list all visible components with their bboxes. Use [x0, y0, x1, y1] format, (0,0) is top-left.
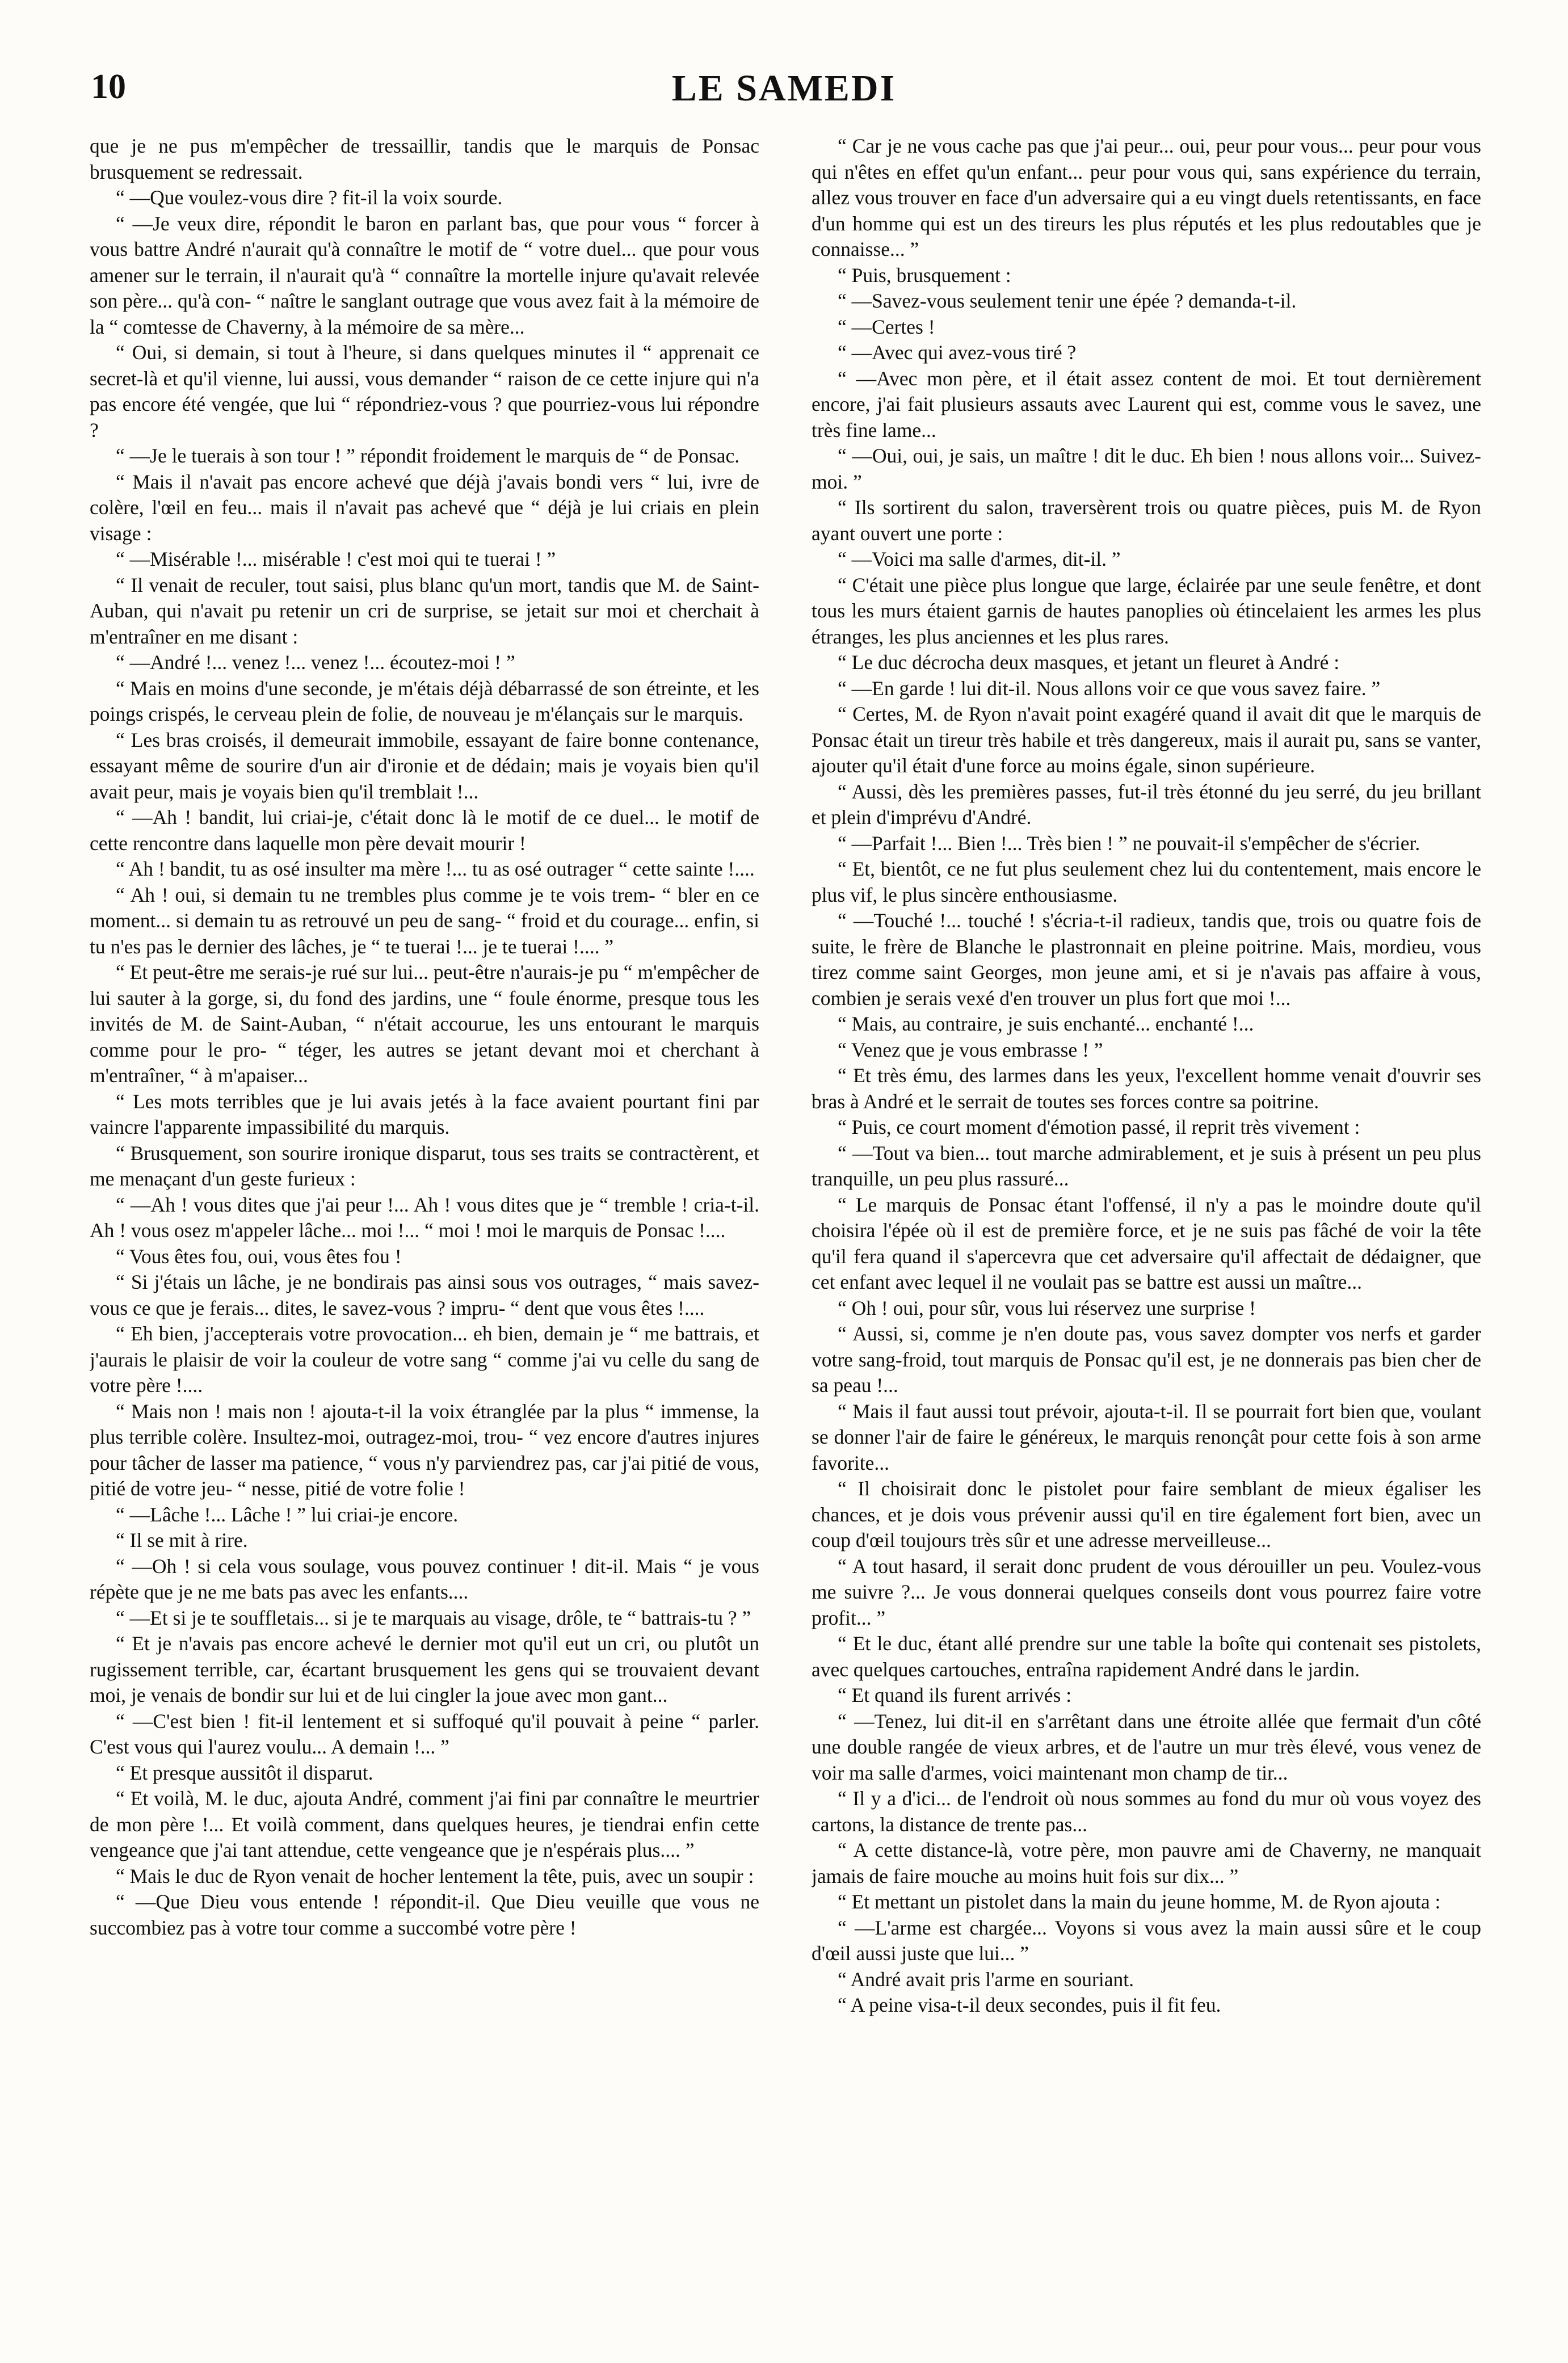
- paragraph: “ André avait pris l'arme en souriant.: [838, 1967, 1134, 1991]
- paragraph: “ —Avec mon père, et il était assez content de moi. Et tout dernièrement encore, j'ai fait plusieurs assauts avec Laurent qui est, comme vous le savez, une très fine lame...: [812, 367, 1481, 442]
- paragraph: “ Vous êtes fou, oui, vous êtes fou !: [116, 1244, 402, 1268]
- paragraph: “ Mais il faut aussi tout prévoir, ajouta-t-il. Il se pourrait fort bien que, voulant se donner l'air de faire le généreux, le marquis renonçât pour cette fois à son arme favorite...: [812, 1399, 1481, 1474]
- paragraph: “ Eh bien, j'accepterais votre provocation... eh bien, demain je “ me battrais, et j'aurais le plaisir de voir la couleur de votre sang “ comme j'ai vu celle du sang de votre père !....: [90, 1322, 759, 1397]
- paragraph: “ Il se mit à rire.: [116, 1529, 248, 1551]
- paragraph: “ A peine visa-t-il deux secondes, puis il fit feu.: [838, 1994, 1221, 2016]
- paragraph: “ Oui, si demain, si tout à l'heure, si dans quelques minutes il “ apprenait ce secret-là et qu'il vienne, lui aussi, vous demander “ raison de ce cette injure qui n'a pas encore été vengée, que lui “ répondriez-vous ? que pourriez-vous lui répondre ?: [90, 341, 759, 442]
- paragraph: “ Et le duc, étant allé prendre sur une table la boîte qui contenait ses pistolets, avec quelques cartouches, entraîna rapidement André dans le jardin.: [812, 1632, 1481, 1681]
- paragraph: “ —L'arme est chargée... Voyons si vous avez la main aussi sûre et le coup d'œil aussi juste que lui... ”: [812, 1916, 1481, 1965]
- paragraph: “ Et, bientôt, ce ne fut plus seulement chez lui du contentement, mais encore le plus vif, le plus sincère enthousiasme.: [812, 857, 1481, 906]
- paragraph: “ —André !... venez !... venez !... écoutez-moi ! ”: [116, 651, 515, 674]
- paragraph: “ Et voilà, M. le duc, ajouta André, comment j'ai fini par connaître le meurtrier de mon père !... Et voilà comment, dans quelques heures, je tiendrai enfin cette vengeance que j'ai tant attendue, cette vengeance que je n'espérais plus.... ”: [90, 1787, 759, 1861]
- paragraph: “ Ah ! oui, si demain tu ne trembles plus comme je te vois trem- “ bler en ce moment... si demain tu as retrouvé un peu de sang- “ froid et du courage... enfin, si tu n'es pas le dernier des lâches, je “ te tuerai !... je te tuerai !.... ”: [90, 883, 759, 958]
- paragraph: “ Il choisirait donc le pistolet pour faire semblant de mieux égaliser les chances, et je dois vous prévenir aussi qu'il en tire également fort bien, avec un coup d'œil toujours très sûr et une adresse merveilleuse...: [812, 1477, 1481, 1551]
- paragraph: “ Mais non ! mais non ! ajouta-t-il la voix étranglée par la plus “ immense, la plus terrible colère. Insultez-moi, outragez-moi, trou- “ vez encore d'autres injures pour tâcher de lasser ma patience, “ vous n'y parviendrez pas, car j'ai pitié de vous, pitié de votre jeu- “ nesse, pitié de votre folie !: [90, 1399, 759, 1500]
- left-column: [90, 133, 759, 2335]
- paragraph: “ Et quand ils furent arrivés :: [838, 1684, 1072, 1706]
- paragraph: “ —Oui, oui, je sais, un maître ! dit le duc. Eh bien ! nous allons voir... Suivez-moi. ”: [812, 444, 1481, 493]
- paragraph: “ —Savez-vous seulement tenir une épée ? demanda-t-il.: [838, 289, 1297, 312]
- paragraph: “ Il venait de reculer, tout saisi, plus blanc qu'un mort, tandis que M. de Saint-Auban, qui n'avait pu retenir un cri de surprise, se jetait sur moi et cherchait à m'entraîner en me disant :: [90, 573, 759, 648]
- paragraph: “ Aussi, dès les premières passes, fut-il très étonné du jeu serré, du jeu brillant et plein d'imprévu d'André.: [812, 780, 1481, 829]
- paragraph: “ —Certes !: [838, 315, 935, 338]
- paragraph: “ Puis, ce court moment d'émotion passé, il reprit très vivement :: [838, 1116, 1360, 1138]
- paragraph: “ Et peut-être me serais-je rué sur lui... peut-être n'aurais-je pu “ m'empêcher de lui sauter à la gorge, si, du fond des jardins, une “ foule énorme, presque tous les invités de M. de Saint-Auban, “ n'était accourue, les uns entourant le marquis comme pour le pro- “ téger, les autres se jetant devant moi et cherchant à m'entraîner, “ à m'apaiser...: [90, 961, 759, 1087]
- paragraph: “ Le marquis de Ponsac étant l'offensé, il n'y a pas le moindre doute qu'il choisira l'épée où il est de première force, et je ne suis pas fâché de voir la tête qu'il fera quand il s'apercevra que cet adversaire qu'il affectait de dédaigner, que cet enfant avec lequel il ne voulait pas se battre est aussi un maître...: [812, 1193, 1481, 1293]
- paragraph: “ C'était une pièce plus longue que large, éclairée par une seule fenêtre, et dont tous les murs étaient garnis de hautes panoplies où étincelaient les armes les plus étranges, les plus anciennes et les plus rares.: [812, 573, 1481, 648]
- paragraph: “ —Misérable !... misérable ! c'est moi qui te tuerai ! ”: [116, 548, 556, 570]
- paragraph: “ Certes, M. de Ryon n'avait point exagéré quand il avait dit que le marquis de Ponsac était un tireur très habile et très dangereux, mais il aurait pu, sans se vanter, ajouter qu'il était d'une force au moins égale, sinon supérieure.: [812, 703, 1481, 777]
- paragraph: “ Mais en moins d'une seconde, je m'étais déjà débarrassé de son étreinte, et les poings crispés, le cerveau plein de folie, de nouveau je m'élançais sur le marquis.: [90, 676, 759, 725]
- paragraph: “ —Tout va bien... tout marche admirablement, et je suis à présent un peu plus tranquille, un peu plus rassuré...: [812, 1141, 1481, 1190]
- paragraph: “ —Ah ! vous dites que j'ai peur !... Ah ! vous dites que je “ tremble ! cria-t-il. Ah ! vous osez m'appeler lâche... moi !... “ moi ! moi le marquis de Ponsac !....: [90, 1193, 759, 1242]
- paragraph: “ Mais le duc de Ryon venait de hocher lentement la tête, puis, avec un soupir :: [116, 1864, 754, 1887]
- paragraph: “ Et presque aussitôt il disparut.: [116, 1761, 373, 1784]
- paragraph: “ —Oh ! si cela vous soulage, vous pouvez continuer ! dit-il. Mais “ je vous répète que je ne me bats pas avec les enfants....: [90, 1554, 759, 1603]
- paragraph: “ Mais il n'avait pas encore achevé que déjà j'avais bondi vers “ lui, ivre de colère, l'œil en feu... mais il n'avait pas achevé que “ déjà je lui criais en plein visage :: [90, 470, 759, 545]
- paragraph: “ —Ah ! bandit, lui criai-je, c'était donc là le motif de ce duel... le motif de cette rencontre dans laquelle mon père devait mourir !: [90, 806, 759, 855]
- paragraph: “ Et je n'avais pas encore achevé le dernier mot qu'il eut un cri, ou plutôt un rugissement terrible, car, écartant brusquement les gens qui se trouvaient devant moi, je venais de bondir sur lui et de lui cingler la joue avec mon gant...: [90, 1632, 759, 1706]
- paragraph: “ Les bras croisés, il demeurait immobile, essayant de faire bonne contenance, essayant même de sourire d'un air d'ironie et de dédain; mais je voyais bien qu'il avait peur, mais je voyais bien qu'il tremblait !...: [90, 728, 759, 803]
- paragraph: que je ne pus m'empêcher de tressaillir, tandis que le marquis de Ponsac brusquement se redressait.: [90, 134, 759, 183]
- paragraph: “ Et très ému, des larmes dans les yeux, l'excellent homme venait d'ouvrir ses bras à André et le serrait de toutes ses forces contre sa poitrine.: [812, 1064, 1481, 1113]
- page-number: 10: [91, 68, 126, 106]
- paragraph: “ Puis, brusquement :: [838, 263, 1011, 287]
- paragraph: “ —Touché !... touché ! s'écria-t-il radieux, tandis que, trois ou quatre fois de suite, le frère de Blanche le plastronnait en pleine poitrine. Mais, mordieu, vous tirez comme saint Georges, mon jeune ami, et si je n'avais pas affaire à vous, combien je serais vexé d'en trouver un plus fort que moi !...: [812, 909, 1481, 1010]
- paragraph: “ —Avec qui avez-vous tiré ?: [838, 341, 1077, 364]
- right-column: [812, 133, 1481, 2335]
- paragraph: “ Les mots terribles que je lui avais jetés à la face avaient pourtant fini par vaincre l'apparente impassibilité du marquis.: [90, 1090, 759, 1138]
- paragraph: “ Venez que je vous embrasse ! ”: [838, 1038, 1103, 1061]
- paragraph: “ A cette distance-là, votre père, mon pauvre ami de Chaverny, ne manquait jamais de faire mouche au moins huit fois sur dix... ”: [812, 1839, 1481, 1887]
- paragraph: “ Mais, au contraire, je suis enchanté... enchanté !...: [838, 1012, 1254, 1035]
- paragraph: “ Si j'étais un lâche, je ne bondirais pas ainsi sous vos outrages, “ mais savez-vous ce que je ferais... dites, le savez-vous ? impru- “ dent que vous êtes !....: [90, 1271, 759, 1319]
- paragraph: “ —Je veux dire, répondit le baron en parlant bas, que pour vous “ forcer à vous battre André n'aurait qu'à connaître le motif de “ votre duel... que pour vous amener sur le terrain, il n'aurait qu'à “ connaître la mortelle injure qu'avait relevée son père... qu'à con- “ naître le sanglant outrage que vous avez fait à la mémoire de la “ comtesse de Chaverny, à la mémoire de sa mère...: [90, 212, 759, 338]
- paragraph: “ —En garde ! lui dit-il. Nous allons voir ce que vous savez faire. ”: [838, 676, 1381, 700]
- paragraph: “ Oh ! oui, pour sûr, vous lui réservez une surprise !: [838, 1296, 1256, 1319]
- paragraph: “ Le duc décrocha deux masques, et jetant un fleuret à André :: [838, 651, 1340, 674]
- paragraph: “ —Parfait !... Bien !... Très bien ! ” ne pouvait-il s'empêcher de s'écrier.: [838, 831, 1420, 855]
- paragraph: “ A tout hasard, il serait donc prudent de vous dérouiller un peu. Voulez-vous me suivre ?... Je vous donnerai quelques conseils dont vous pourrez faire votre profit... ”: [812, 1554, 1481, 1629]
- page-header: [91, 67, 1477, 118]
- paragraph: “ —Et si je te souffletais... si je te marquais au visage, drôle, te “ battrais-tu ? ”: [116, 1606, 751, 1629]
- paragraph: “ —Que voulez-vous dire ? fit-il la voix sourde.: [116, 186, 503, 209]
- paragraph: “ —Lâche !... Lâche ! ” lui criai-je encore.: [116, 1503, 459, 1526]
- paragraph: “ —Tenez, lui dit-il en s'arrêtant dans une étroite allée que fermait d'un côté une double rangée de vieux arbres, et de l'autre un mur très élevé, vous venez de voir ma salle d'armes, voici maintenant mon champ de tir...: [812, 1709, 1481, 1784]
- paragraph: “ Ah ! bandit, tu as osé insulter ma mère !... tu as osé outrager “ cette sainte !....: [116, 857, 755, 880]
- paragraph: “ Brusquement, son sourire ironique disparut, tous ses traits se contractèrent, et me menaçant d'un geste furieux :: [90, 1141, 759, 1190]
- paragraph: “ Il y a d'ici... de l'endroit où nous sommes au fond du mur où vous voyez des cartons, la distance de trente pas...: [812, 1787, 1481, 1836]
- paragraph: “ —C'est bien ! fit-il lentement et si suffoqué qu'il pouvait à peine “ parler. C'est vous qui l'aurez voulu... A demain !... ”: [90, 1709, 759, 1758]
- paragraph: “ Ils sortirent du salon, traversèrent trois ou quatre pièces, puis M. de Ryon ayant ouvert une porte :: [812, 496, 1481, 545]
- paragraph: “ —Que Dieu vous entende ! répondit-il. Que Dieu veuille que vous ne succombiez pas à votre tour comme a succombé votre père !: [90, 1890, 759, 1939]
- paragraph: “ Aussi, si, comme je n'en doute pas, vous savez dompter vos nerfs et garder votre sang-froid, tout marquis de Ponsac qu'il est, je ne donnerais pas bien cher de sa peau !...: [812, 1322, 1481, 1397]
- publication-title: LE SAMEDI: [671, 68, 897, 109]
- paragraph: “ —Voici ma salle d'armes, dit-il. ”: [838, 548, 1121, 570]
- paragraph: “ Et mettant un pistolet dans la main du jeune homme, M. de Ryon ajouta :: [838, 1890, 1441, 1913]
- paragraph: “ Car je ne vous cache pas que j'ai peur... oui, peur pour vous... peur pour vous qui n'êtes en effet qu'un enfant... peur pour vous qui, sans expérience du terrain, allez vous trouver en face d'un adversaire qui a eu vingt duels retentissants, en face d'un homme qui est un des tireurs les plus réputés et les plus redoutables que je connaisse... ”: [812, 134, 1481, 260]
- paragraph: “ —Je le tuerais à son tour ! ” répondit froidement le marquis de “ de Ponsac.: [116, 444, 740, 467]
